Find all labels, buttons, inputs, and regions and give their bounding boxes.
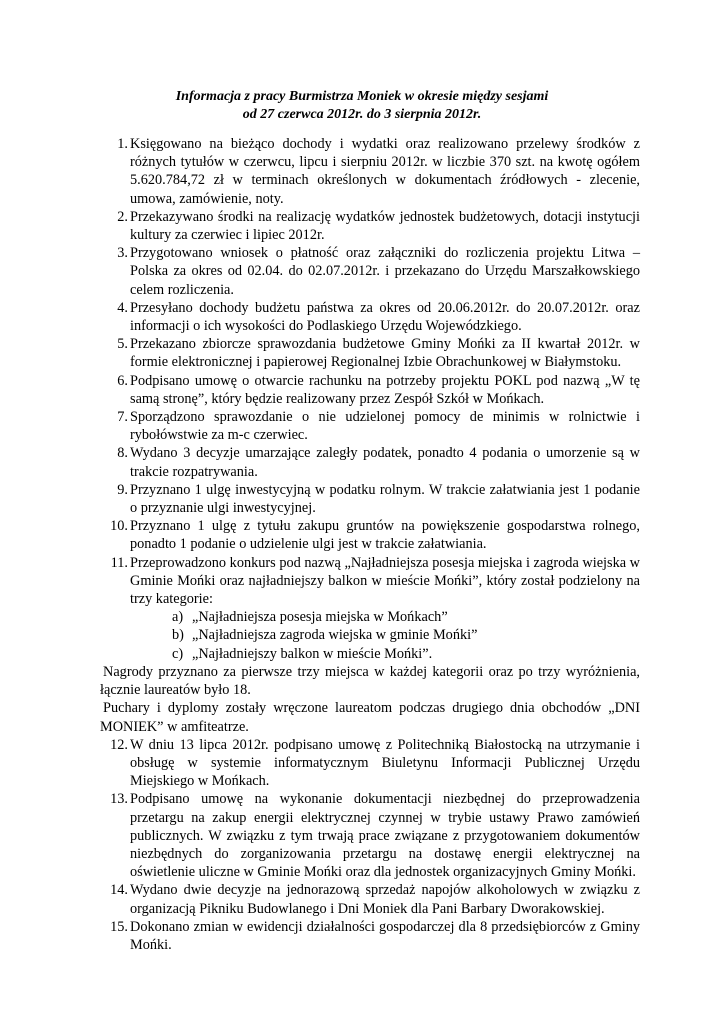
item-text: W dniu 13 lipca 2012r. podpisano umowę z Politechniką Białostocką na utrzymanie i obsługę w systemie informatycznym Biuletynu Informacji Publicznej Urzędu Miejskiego w Mońkach. bbox=[130, 736, 640, 790]
item-text: Księgowano na bieżąco dochody i wydatki oraz realizowano przelewy środków z różnych tytułów w czerwcu, lipcu i sierpniu 2012r. w liczbie 370 szt. na kwotę ogółem 5.620.784,72 zł w terminach określonych w dokumentach źródłowych - zlecenie, umowa, zamówienie, noty. bbox=[130, 136, 640, 207]
item-number: 15. bbox=[110, 918, 128, 935]
category-label: a) bbox=[172, 609, 184, 626]
item-text: Przygotowano wniosek o płatność oraz załączniki do rozliczenia projektu Litwa – Polska za okres od 02.04. do 02.07.2012r. i przekazano do Urzędu Marszałkowskiego celem rozliczenia. bbox=[130, 245, 640, 298]
list-item bbox=[100, 299, 640, 335]
item-text: Podpisano umowę o otwarcie rachunku na potrzeby projektu POKL pod nazwą „W tę samą stronę”, który będzie realizowany przez Zespół Szkół w Mońkach. bbox=[130, 372, 640, 407]
item-number: 9. bbox=[117, 481, 128, 498]
category-text: „Najładniejsza posesja miejska w Mońkach” bbox=[192, 609, 448, 626]
item-text: Przyznano 1 ulgę inwestycyjną w podatku rolnym. W trakcie załatwiania jest 1 podanie o przyznanie ulgi inwestycyjnej. bbox=[130, 481, 640, 517]
item-number: 11. bbox=[110, 554, 128, 571]
list-item bbox=[100, 408, 640, 444]
list-item bbox=[100, 335, 640, 371]
list-item bbox=[100, 554, 640, 663]
category-text: „Najładniejsza zagroda wiejska w gminie Mońki” bbox=[192, 627, 478, 644]
item-number: 1. bbox=[117, 136, 128, 152]
item-number: 13. bbox=[110, 791, 128, 808]
awards-paragraph: Puchary i dyplomy zostały wręczone laureatom podczas drugiego dnia obchodów „DNI MONIEK” w amfiteatrze. bbox=[100, 700, 640, 735]
item-number: 10. bbox=[110, 518, 128, 535]
item-number: 14. bbox=[110, 882, 128, 899]
category-item bbox=[130, 626, 640, 644]
item-number: 12. bbox=[110, 736, 128, 753]
list-item bbox=[100, 372, 640, 408]
category-text: „Najładniejszy balkon w mieście Mońki”. bbox=[192, 645, 433, 662]
list-item bbox=[100, 135, 640, 208]
item-number: 7. bbox=[117, 409, 128, 426]
item-text: Wydano 3 decyzje umarzające zaległy podatek, ponadto 4 podania o umorzenie są w trakcie rozpatrywania. bbox=[130, 445, 640, 480]
category-item bbox=[130, 645, 640, 663]
item-text: Przekazywano środki na realizację wydatków jednostek budżetowych, dotacji instytucji kultury za czerwiec i lipiec 2012r. bbox=[130, 208, 640, 244]
prizes-paragraph: Nagrody przyznano za pierwsze trzy miejsca w każdej kategorii oraz po trzy wyróżnienia, łącznie laureatów było 18. bbox=[100, 663, 640, 699]
item-number: 5. bbox=[117, 336, 128, 353]
category-item bbox=[130, 608, 640, 626]
item-text: Przesyłano dochody budżetu państwa za okres od 20.06.2012r. do 20.07.2012r. oraz informacji o ich wysokości do Podlaskiego Urzędu Wojewódzkiego. bbox=[130, 299, 640, 335]
item-text: Przeprowadzono konkurs pod nazwą „Najładniejsza posesja miejska i zagroda wiejska w Gminie Mońki oraz najładniejszy balkon w mieście Mońki”, który został podzielony na trzy kategorie: bbox=[130, 554, 640, 608]
category-label: c) bbox=[172, 645, 184, 662]
list-item bbox=[100, 244, 640, 299]
item-number: 3. bbox=[117, 245, 128, 262]
item-number: 6. bbox=[117, 372, 128, 389]
item-number: 8. bbox=[117, 445, 128, 462]
list-item bbox=[100, 517, 640, 553]
list-item bbox=[100, 918, 640, 954]
report-list bbox=[100, 135, 640, 954]
list-item bbox=[100, 790, 640, 881]
list-item bbox=[100, 481, 640, 517]
item-text: Podpisano umowę na wykonanie dokumentacji niezbędnej do przeprowadzenia przetargu na zakup energii elektrycznej czynnej w trybie ustawy Prawo zamówień publicznych. W związku z tym trwają prace związane z przygotowaniem dokumentów niezbędnych do zorganizowania przetargu na dostawę energii elektrycznej na oświetlenie uliczne w Gminie Mońki oraz dla jednostek organizacyjnych Gminy Mońki. bbox=[130, 791, 640, 881]
item-text: Przyznano 1 ulgę z tytułu zakupu gruntów na powiększenie gospodarstwa rolnego, ponadto 1 podanie o udzielenie ulgi jest w trakcie załatwiania. bbox=[130, 518, 640, 553]
item-text: Przekazano zbiorcze sprawozdania budżetowe Gminy Mońki za II kwartał 2012r. w formie elektronicznej i papierowej Regionalnej Izbie Obrachunkowej w Białymstoku. bbox=[130, 336, 640, 371]
document-title-line-1: Informacja z pracy Burmistrza Moniek w okresie między sesjami bbox=[175, 89, 549, 104]
item-number: 4. bbox=[117, 299, 128, 316]
list-item bbox=[100, 736, 640, 791]
category-label: b) bbox=[172, 627, 184, 644]
item-text: Wydano dwie decyzje na jednorazową sprzedaż napojów alkoholowych w związku z organizacją Pikniku Budowlanego i Dni Moniek dla Pani Barbary Dworakowskiej. bbox=[130, 882, 640, 917]
list-item bbox=[100, 208, 640, 244]
list-item bbox=[100, 881, 640, 917]
document-title-line-2: od 27 czerwca 2012r. do 3 sierpnia 2012r. bbox=[242, 107, 482, 122]
list-item bbox=[100, 444, 640, 480]
item-text: Dokonano zmian w ewidencji działalności gospodarczej dla 8 przedsiębiorców z Gminy Mońki. bbox=[130, 918, 640, 953]
item-number: 2. bbox=[117, 208, 128, 225]
item-text: Sporządzono sprawozdanie o nie udzielonej pomocy de minimis w rolnictwie i rybołówstwie za m-c czerwiec. bbox=[130, 409, 640, 444]
